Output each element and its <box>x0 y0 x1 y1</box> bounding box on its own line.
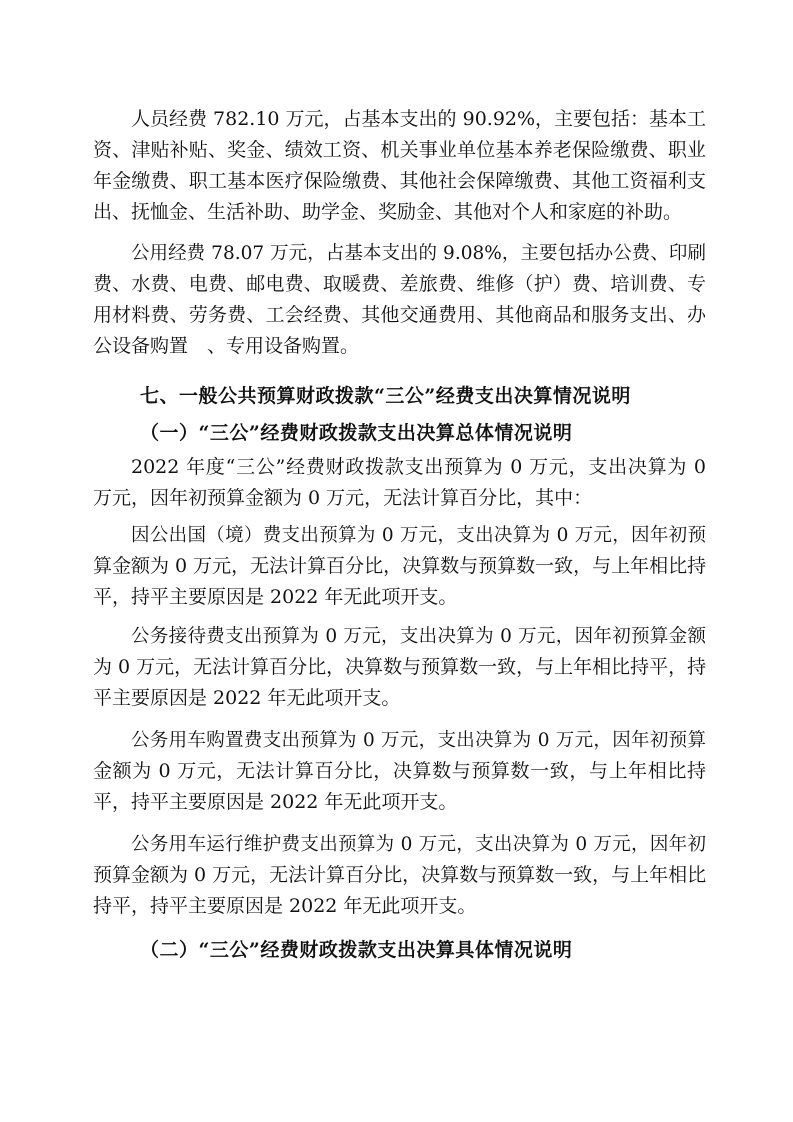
text-line: 2022 年度“三公”经费财政拨款支出预算为 0 万元，支出决算为 0 <box>131 456 706 478</box>
text-line: 公设备购置 、专用设备购置。 <box>93 335 360 357</box>
paragraph-vehicle-purchase <box>93 725 706 818</box>
paragraph-public-expenses <box>93 238 706 362</box>
text-line: 万元，因年初预算金额为 0 万元，无法计算百分比，其中： <box>93 487 593 509</box>
text-line: 预算金额为 0 万元，无法计算百分比，决算数与预算数一致，与上年相比 <box>93 864 707 886</box>
text-line: 为 0 万元，无法计算百分比，决算数与预算数一致，与上年相比持平，持 <box>93 656 707 678</box>
text-line: 公务用车购置费支出预算为 0 万元，支出决算为 0 万元，因年初预算 <box>131 730 706 751</box>
text-line: 出、抚恤金、生活补助、助学金、奖励金、其他对个人和家庭的补助。 <box>93 201 683 223</box>
text-line: 持平，持平主要原因是 2022 年无此项开支。 <box>93 895 477 917</box>
text-line: 资、津贴补贴、奖金、绩效工资、机关事业单位基本养老保险缴费、职业 <box>93 139 706 161</box>
text-line: 用材料费、劳务费、工会经费、其他交通费用、其他商品和服务支出、办 <box>93 304 706 326</box>
text-line: 算金额为 0 万元，无法计算百分比，决算数与预算数一致，与上年相比持 <box>93 555 707 577</box>
subsection-heading: （一）“三公”经费财政拨款支出决算总体情况说明 <box>140 422 573 444</box>
text-line: 金额为 0 万元，无法计算百分比，决算数与预算数一致，与上年相比持 <box>93 760 706 782</box>
paragraph-overall <box>93 452 706 514</box>
paragraph-personnel-expenses <box>93 104 706 228</box>
text-line: 平主要原因是 2022 年无此项开支。 <box>93 687 401 709</box>
text-line: 公务用车运行维护费支出预算为 0 万元，支出决算为 0 万元，因年初 <box>131 834 706 855</box>
text-line: 公用经费 78.07 万元，占基本支出的 9.08%，主要包括办公费、印刷 <box>131 243 706 264</box>
text-line: 因公出国（境）费支出预算为 0 万元，支出决算为 0 万元，因年初预 <box>131 525 706 546</box>
paragraph-vehicle-maintenance <box>93 829 706 922</box>
text-line: 人员经费 782.10 万元，占基本支出的 90.92%，主要包括：基本工 <box>131 108 707 130</box>
text-line: 平，持平主要原因是 2022 年无此项开支。 <box>93 791 458 813</box>
text-line: 公务接待费支出预算为 0 万元，支出决算为 0 万元，因年初预算金额 <box>131 626 706 647</box>
section-heading: 七、一般公共预算财政拨款“三公”经费支出决算情况说明 <box>140 385 631 407</box>
paragraph-overseas-travel <box>93 520 706 613</box>
text-line: 费、水费、电费、邮电费、取暖费、差旅费、维修（护）费、培训费、专 <box>93 273 706 295</box>
subsection-heading: （二）“三公”经费财政拨款支出决算具体情况说明 <box>140 939 573 961</box>
paragraph-official-reception <box>93 621 706 714</box>
text-line: 平，持平主要原因是 2022 年无此项开支。 <box>93 586 458 608</box>
text-line: 年金缴费、职工基本医疗保险缴费、其他社会保障缴费、其他工资福利支 <box>93 170 706 192</box>
